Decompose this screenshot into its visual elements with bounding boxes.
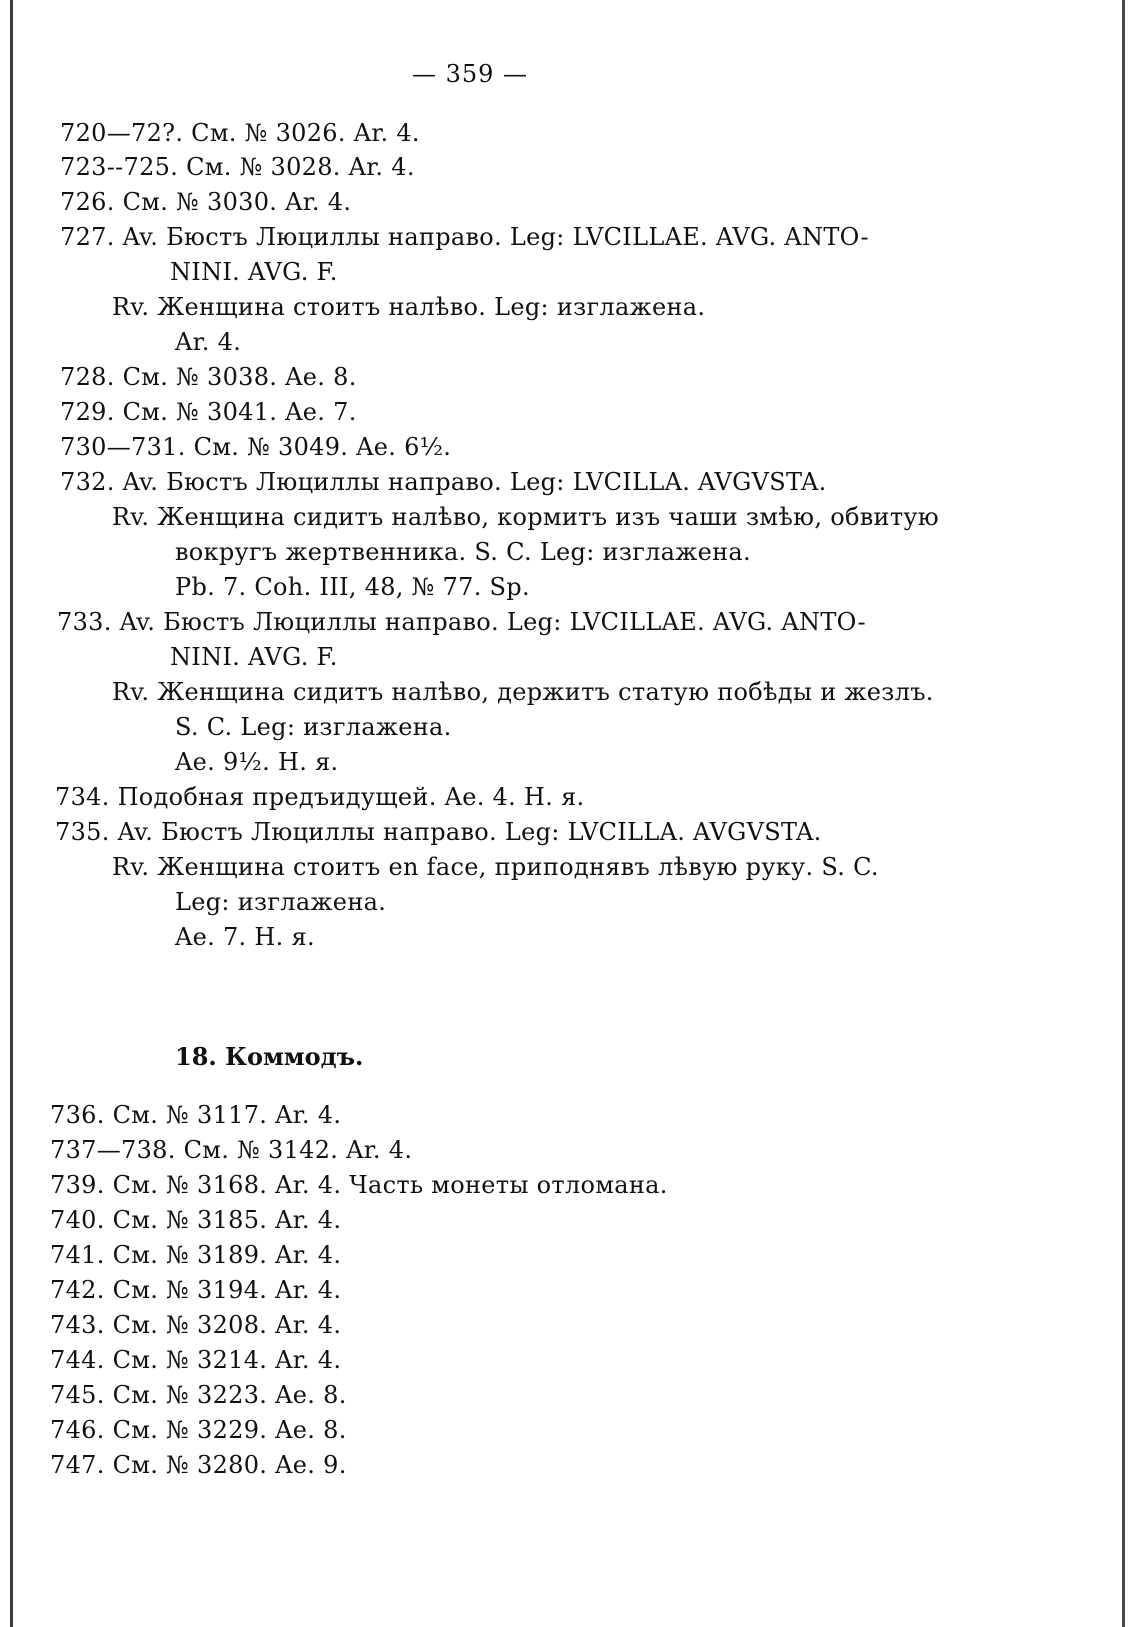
entry-line: 742. См. № 3194. Ar. 4.: [50, 1276, 342, 1304]
entry-line: 744. См. № 3214. Ar. 4.: [50, 1346, 342, 1374]
entry-line: 723--725. См. № 3028. Ar. 4.: [60, 153, 415, 181]
entry-line: S. C. Leg: изглажена.: [175, 713, 452, 741]
entry-line: Ae. 9½. Н. я.: [175, 748, 339, 776]
entry-line: 720—72?. См. № 3026. Ar. 4.: [60, 119, 420, 147]
entry-line: Rv. Женщина сидитъ налѣво, кормитъ изъ чаши змѣю, обвитую: [112, 503, 940, 531]
entry-line: Rv. Женщина сидитъ налѣво, держитъ статую побѣды и жезлъ.: [112, 678, 934, 706]
entry-line: 745. См. № 3223. Ae. 8.: [50, 1381, 347, 1409]
entry-line: 737—738. См. № 3142. Ar. 4.: [50, 1136, 413, 1164]
entry-line: 735. Av. Бюстъ Люциллы направо. Leg: LVCILLA. AVGVSTA.: [55, 818, 822, 846]
entry-line: 740. См. № 3185. Ar. 4.: [50, 1206, 342, 1234]
section-heading: 18. Коммодъ.: [175, 1042, 364, 1071]
entry-line: Ae. 7. Н. я.: [175, 923, 315, 951]
entry-line: 743. См. № 3208. Ar. 4.: [50, 1311, 342, 1339]
entry-line: Rv. Женщина стоитъ налѣво. Leg: изглажена.: [112, 293, 706, 321]
entry-line: 746. См. № 3229. Ae. 8.: [50, 1416, 347, 1444]
entry-line: 726. См. № 3030. Ar. 4.: [60, 188, 352, 216]
entry-line: 741. См. № 3189. Ar. 4.: [50, 1241, 342, 1269]
entry-line: NINI. AVG. F.: [170, 258, 338, 286]
entry-line: 732. Av. Бюстъ Люциллы направо. Leg: LVCILLA. AVGVSTA.: [60, 468, 827, 496]
entry-line: 730—731. См. № 3049. Ae. 6½.: [60, 433, 452, 461]
entry-line: 734. Подобная предъидущей. Ae. 4. Н. я.: [55, 783, 585, 811]
entry-line: вокругъ жертвенника. S. C. Leg: изглажена.: [175, 538, 751, 566]
scan-edge-right: [1122, 0, 1125, 1627]
entry-line: 747. См. № 3280. Ae. 9.: [50, 1451, 347, 1479]
entry-line: 728. См. № 3038. Ae. 8.: [60, 363, 357, 391]
entry-line: Rv. Женщина стоитъ en face, приподнявъ лѣвую руку. S. C.: [112, 853, 879, 881]
entry-line: 727. Av. Бюстъ Люциллы направо. Leg: LVCILLAE. AVG. ANTO-: [60, 223, 869, 251]
entry-line: Leg: изглажена.: [175, 888, 387, 916]
entry-line: Ar. 4.: [175, 328, 242, 356]
entry-line: Pb. 7. Coh. III, 48, № 77. Sp.: [175, 573, 530, 601]
entry-line: NINI. AVG. F.: [170, 643, 338, 671]
entry-line: 729. См. № 3041. Ae. 7.: [60, 398, 357, 426]
entry-line: 736. См. № 3117. Ar. 4.: [50, 1101, 342, 1129]
page-number: — 359 —: [411, 60, 529, 88]
scan-edge-left: [10, 0, 13, 1627]
entry-line: 739. См. № 3168. Ar. 4. Часть монеты отломана.: [50, 1171, 668, 1199]
entry-line: 733. Av. Бюстъ Люциллы направо. Leg: LVCILLAE. AVG. ANTO-: [57, 608, 866, 636]
